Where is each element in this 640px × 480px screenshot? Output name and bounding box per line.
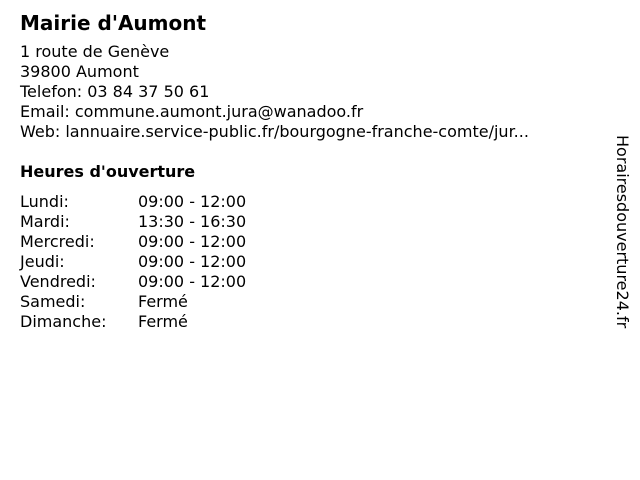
day-label: Samedi: [20,292,86,311]
day-label: Vendredi: [20,272,96,291]
opening-hours-title: Heures d'ouverture [20,162,196,181]
hours-row-monday [20,192,600,212]
email-address: Email: commune.aumont.jura@wanadoo.fr [20,102,364,121]
time-range: 09:00 - 12:00 [138,272,247,291]
day-label: Mardi: [20,212,70,231]
hours-row-sunday [20,312,600,332]
time-range: 09:00 - 12:00 [138,192,247,211]
hours-row-tuesday [20,212,600,232]
hours-row-saturday [20,292,600,312]
business-card [20,10,600,332]
business-title: Mairie d'Aumont [20,11,207,35]
day-label: Jeudi: [20,252,65,271]
time-range: Fermé [138,292,188,311]
time-range: 09:00 - 12:00 [138,232,247,251]
time-range: 13:30 - 16:30 [138,212,247,231]
site-watermark: Horairesdouverture24.fr [613,135,632,329]
day-label: Lundi: [20,192,69,211]
phone-number: Telefon: 03 84 37 50 61 [20,82,210,101]
opening-hours-list [20,192,600,332]
hours-row-thursday [20,252,600,272]
day-label: Dimanche: [20,312,107,331]
time-range: 09:00 - 12:00 [138,252,247,271]
address-block [20,42,600,142]
postal-city: 39800 Aumont [20,62,139,81]
hours-row-friday [20,272,600,292]
hours-row-wednesday [20,232,600,252]
time-range: Fermé [138,312,188,331]
street-address: 1 route de Genève [20,42,170,61]
day-label: Mercredi: [20,232,95,251]
website-link: Web: lannuaire.service-public.fr/bourgogne-franche-comte/jur... [20,122,529,141]
